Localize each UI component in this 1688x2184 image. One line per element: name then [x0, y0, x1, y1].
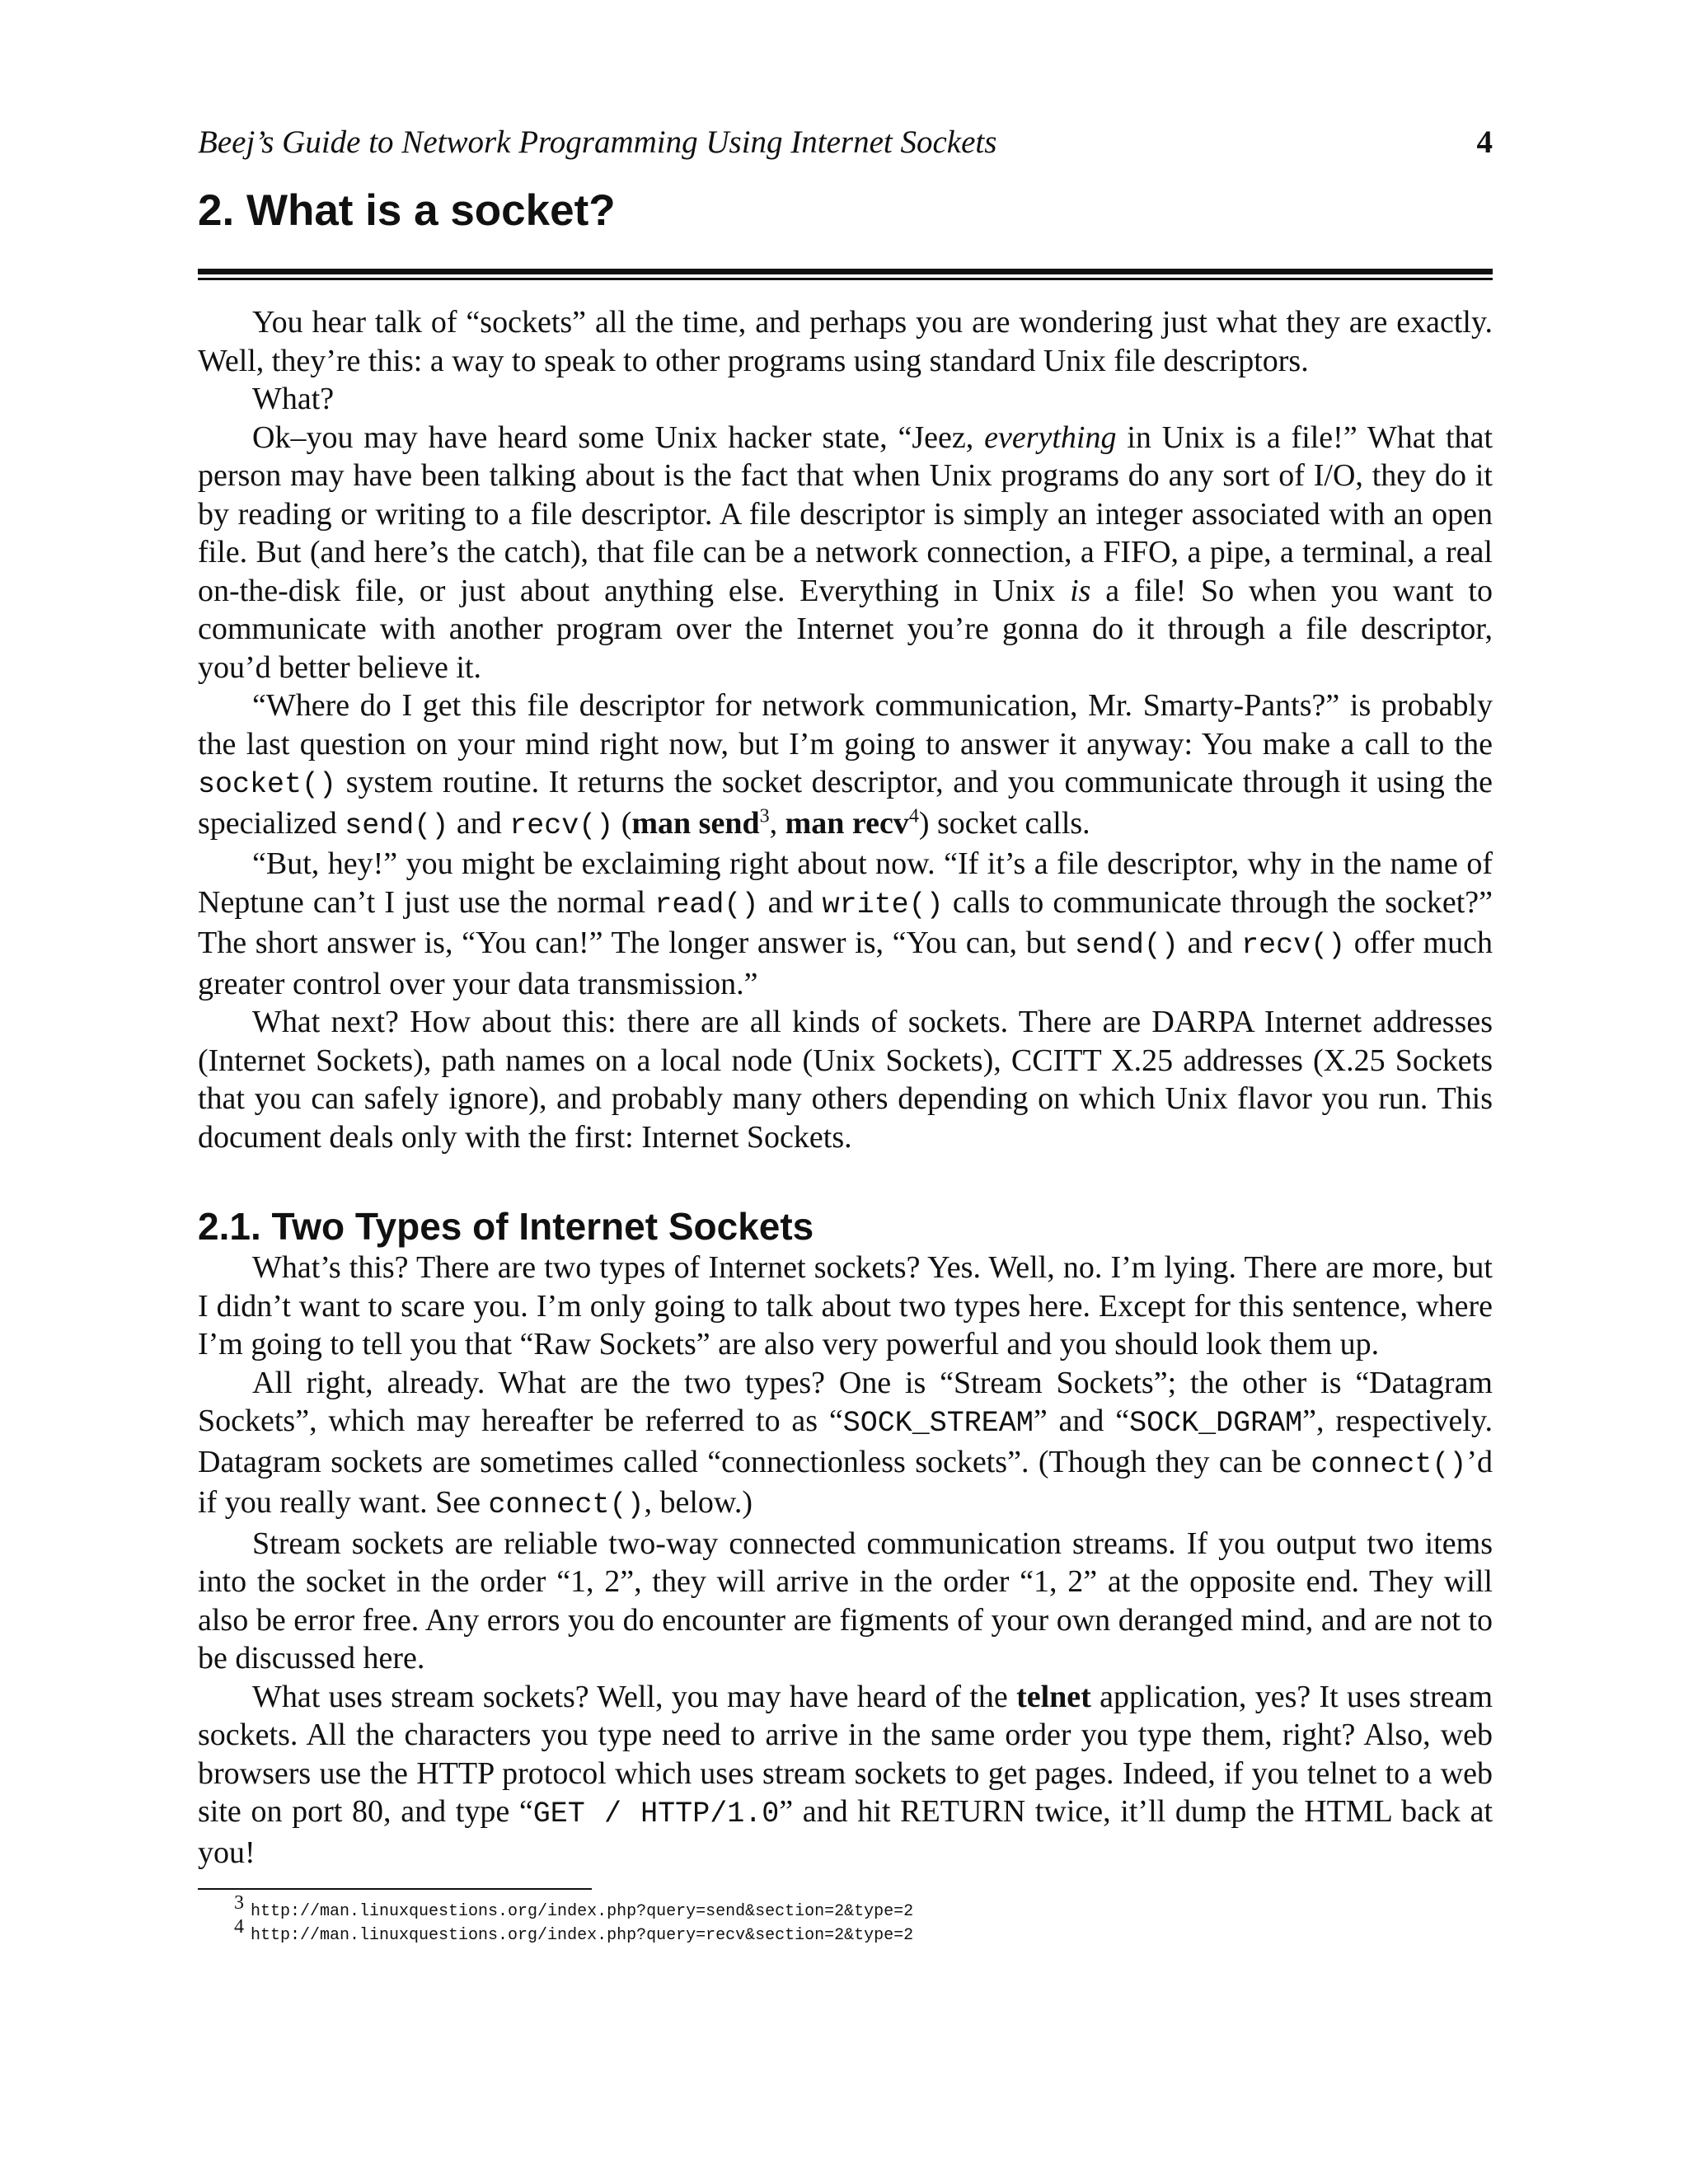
paragraph-1: You hear talk of “sockets” all the time, and perhaps you are wondering just what they are exactly. Well, they’re this: a way to speak to other programs using standard Unix file descriptors.: [198, 305, 1493, 378]
telnet-term: telnet: [1016, 1679, 1091, 1714]
footnote-4: [198, 1916, 1493, 1947]
text-run: “But, hey!” you might be exclaiming right about now. “If it’s a file descriptor, why in the name of Neptune can’t I just use the normal: [198, 846, 1493, 920]
subsection-heading: [198, 1204, 1493, 1249]
text-run: ” and hit RETURN twice, it’ll dump the HTML back at you!: [198, 1794, 1493, 1870]
footnote-link[interactable]: http://man.linuxquestions.org/index.php?query=recv&section=2&type=2: [251, 1926, 914, 1945]
text-run: and: [758, 884, 823, 920]
code-get-request: GET / HTTP/1.0: [532, 1797, 780, 1830]
text-run: system routine. It returns the socket descriptor, and you communicate through it using the specialized: [198, 765, 1493, 841]
text-run: Ok–you may have heard some Unix hacker state, “Jeez,: [252, 419, 985, 455]
subsection-number: 2.1.: [198, 1205, 261, 1248]
heading-rule: [198, 269, 1493, 280]
text-run: ”, respectively. Datagram sockets are sometimes called “connectionless sockets”. (Though they can be: [198, 1404, 1493, 1479]
code-socket: socket(): [198, 768, 337, 801]
header-title: Beej’s Guide to Network Programming Using Internet Sockets: [198, 124, 997, 160]
text-run: a file! So when you want to communicate with another program over the Internet you’re gonna do it through a file descriptor, you’d better believe it.: [198, 573, 1493, 685]
subsection-title: Two Types of Internet Sockets: [271, 1205, 814, 1248]
footnote-3: [198, 1892, 1493, 1924]
code-read: read(): [654, 888, 759, 921]
text-run: ’d if you really want. See: [198, 1444, 1493, 1520]
code-connect: connect(): [1311, 1447, 1467, 1481]
text-run: , below.): [644, 1485, 753, 1520]
paragraph-8: [198, 1364, 1493, 1525]
text-run: What uses stream sockets? Well, you may have heard of the: [252, 1679, 1017, 1714]
text-run: and: [448, 805, 510, 841]
heading-rule-thin: [198, 278, 1493, 280]
running-header: [198, 124, 1493, 171]
section-heading: [198, 185, 1493, 237]
text-run: in Unix is a file!” What that person may have been talking about is the fact that when Unix programs do any sort of I/O, they do it by reading or writing to a file descriptor. A file descriptor is simply an integer associated with an open file. But (and here’s the catch), that file can be a network connection, a FIFO, a pipe, a terminal, a real on-the-disk file, or just about anything else. Everything in Unix: [198, 419, 1493, 608]
footnote-rule: [198, 1888, 592, 1890]
paragraph-9: Stream sockets are reliable two-way connected communication streams. If you output two items into the socket in the order “1, 2”, they will arrive in the order “1, 2” at the opposite end. They will also be error free. Any errors you do encounter are figments of your own deranged mind, and are not to be discussed here.: [198, 1526, 1493, 1675]
man-send-ref: man send: [631, 805, 760, 841]
text-run: application, yes? It uses stream sockets. All the characters you type need to arrive in the same order you type them, right? Also, web browsers use the HTTP protocol which uses stream sockets to get pages. Indeed, if you telnet to a web site on port 80, and type “: [198, 1679, 1493, 1829]
footnote-number: 3: [234, 1892, 244, 1914]
code-sock-dgram: SOCK_DGRAM: [1129, 1407, 1303, 1440]
code-sock-stream: SOCK_STREAM: [842, 1407, 1034, 1440]
footnote-link[interactable]: http://man.linuxquestions.org/index.php?query=send&section=2&type=2: [251, 1902, 914, 1921]
emphasis: everything: [984, 419, 1117, 455]
text-run: ) socket calls.: [918, 805, 1090, 841]
paragraph-6: What next? How about this: there are all kinds of sockets. There are DARPA Internet addresses (Internet Sockets), path names on a local node (Unix Sockets), CCITT X.25 addresses (X.25 Sockets that you can safely ignore), and probably many others depending on which Unix flavor you run. This document deals only with the first: Internet Sockets.: [198, 1005, 1493, 1155]
paragraph-3: [198, 419, 1493, 687]
code-write: write(): [822, 888, 944, 921]
section-body: [198, 303, 1493, 1872]
code-connect: connect(): [488, 1488, 645, 1521]
code-recv: recv(): [509, 808, 614, 842]
paragraph-5: [198, 845, 1493, 1003]
section-number: 2.: [198, 186, 235, 235]
paragraph-10: [198, 1678, 1493, 1872]
man-recv-ref: man recv: [785, 805, 909, 841]
code-send: send(): [345, 808, 449, 842]
footnote-ref-4[interactable]: 4: [908, 804, 919, 827]
footnotes: [198, 1892, 1493, 1947]
page-number: 4: [1476, 124, 1493, 160]
footnote-number: 4: [234, 1916, 244, 1938]
paragraph-2: What?: [252, 382, 335, 416]
code-recv: recv(): [1241, 929, 1346, 962]
paragraph-7: What’s this? There are two types of Internet sockets? Yes. Well, no. I’m lying. There are more, but I didn’t want to scare you. I’m only going to talk about two types here. Except for this sentence, where I’m going to tell you that “Raw Sockets” are also very powerful and you should look them up.: [198, 1250, 1493, 1361]
document-page: [198, 124, 1493, 1947]
heading-rule-thick: [198, 269, 1493, 274]
text-run: offer much greater control over your data transmission.”: [198, 926, 1493, 1001]
text-run: All right, already. What are the two types? One is “Stream Sockets”; the other is “Datagram Sockets”, which may hereafter be referred to as “: [198, 1365, 1493, 1438]
text-run: ” and “: [1033, 1404, 1130, 1438]
footnote-ref-3[interactable]: 3: [759, 804, 770, 827]
emphasis: is: [1070, 573, 1091, 608]
text-run: ,: [769, 805, 785, 841]
code-send: send(): [1074, 929, 1179, 962]
section-title: What is a socket?: [246, 186, 616, 235]
paragraph-4: [198, 687, 1493, 845]
text-run: calls to communicate through the socket?” The short answer is, “You can!” The longer answer is, “You can, but: [198, 884, 1493, 960]
text-run: (: [613, 805, 632, 841]
text-run: and: [1178, 926, 1242, 960]
text-run: “Where do I get this file descriptor for network communication, Mr. Smarty-Pants?” is probably the last question on your mind right now, but I’m going to answer it anyway: You make a call to the: [198, 688, 1493, 762]
